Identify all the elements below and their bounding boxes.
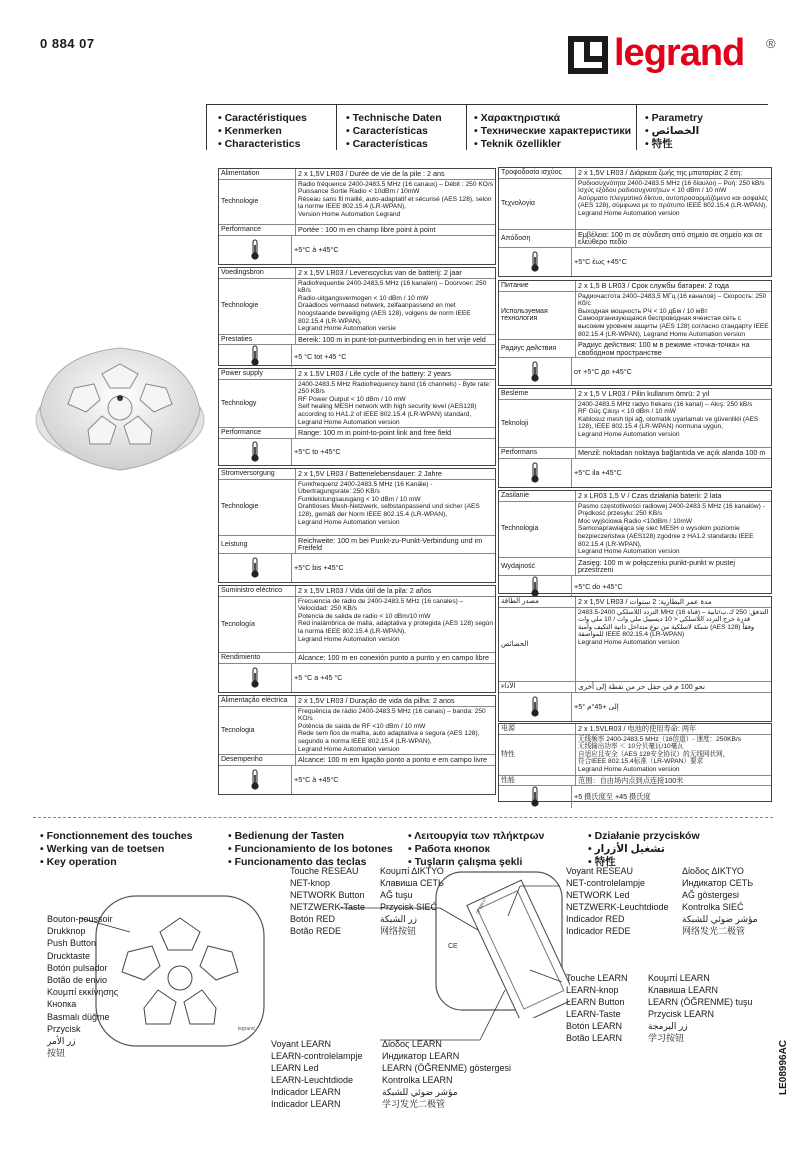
spec-label: 电源 (499, 724, 576, 734)
spec-value: 2 x 1.5V LR03 / Life cycle of the battery: 2 years (298, 369, 452, 378)
legrand-logo-icon (568, 36, 608, 74)
thermometer-icon (530, 251, 540, 273)
divider (636, 104, 637, 150)
key-label: 学习按钮 (648, 1033, 685, 1043)
thermometer-cell (219, 664, 292, 692)
spec-label: Voedingsbron (219, 268, 296, 278)
spec-label: Τροφοδοσία ισχύος (499, 168, 576, 178)
key-label: 学习发光二极管 (382, 1099, 446, 1109)
thermometer-cell (499, 693, 572, 721)
divider (336, 104, 337, 150)
spec-row (499, 340, 771, 358)
thermometer-icon (250, 667, 260, 689)
divider (206, 104, 207, 150)
spec-label: Stromversorgung (219, 469, 296, 479)
key-label: Botão LEARN (566, 1033, 623, 1043)
key-label: Bouton-poussoir (47, 914, 113, 924)
thermometer-icon (250, 239, 260, 261)
document-code: LE08996AC (778, 1039, 789, 1095)
spec-row (499, 776, 771, 787)
thermometer-cell (499, 576, 572, 598)
spec-row (499, 724, 771, 735)
spec-row (219, 707, 495, 756)
device-marking: 02 884 07 (474, 896, 488, 915)
thermometer-icon (530, 786, 540, 808)
thermometer-cell (219, 236, 292, 264)
spec-label: Performance (219, 225, 296, 235)
key-heading: • Bedienung der Tasten (228, 830, 345, 842)
key-label: Κουμπί εκκίνησης (47, 987, 119, 998)
spec-table (498, 596, 772, 722)
spec-table (218, 695, 496, 795)
spec-value: 2 x 1,5V LR03 / Vida útil de la pila: 2 años (298, 586, 432, 595)
spec-value: 2 x 1,5V LR03 / Levenscyclus van de batterij: 2 jaar (298, 268, 462, 277)
spec-value: Frecuencia de radio de 2400-2483.5 MHz (16 canales) – Velocidad: 250 KB/s Potencia de salida de radio < 10 dBm/10 mW Red inalámbrica de malla, adaptativa y protegida (AES 128) según la norma IEEE 802.15.4 (LR-WPAN), Legrand Home Automation version (298, 597, 493, 643)
key-label: زر البرمجة (648, 1021, 688, 1031)
spec-table (218, 468, 496, 583)
spec-label: مصدر الطاقة (499, 597, 576, 607)
key-label: NET-knop (290, 878, 331, 888)
key-heading: • Werking van de toetsen (40, 843, 165, 855)
spec-heading: • Caractéristiques (218, 112, 307, 124)
spec-value: 2 x 1.5VLR03 / 电池的使用寿命: 两年 (578, 724, 697, 733)
key-label: Indicador REDE (566, 926, 631, 936)
key-label: Basmalı düğme (47, 1011, 110, 1022)
temperature-range: +5°C έως +45°C (574, 257, 627, 267)
spec-row (219, 169, 495, 180)
temperature-range: +5° إلى +45°م (574, 702, 619, 712)
key-label: Przycisk (47, 1023, 81, 1034)
spec-row (499, 292, 771, 341)
spec-label: الأداء (499, 682, 576, 692)
brand-logo (568, 34, 778, 78)
key-heading: • Key operation (40, 856, 117, 868)
spec-value: Bereik: 100 m in punt-tot-puntverbinding en in het vrije veld (298, 334, 486, 344)
spec-row (219, 755, 495, 766)
spec-row (219, 268, 495, 279)
spec-temperature-row (499, 358, 771, 385)
spec-heading: • Características (346, 138, 428, 150)
key-label: LEARN (ÖĞRENME) göstergesi (382, 1063, 512, 1073)
spec-table (498, 490, 772, 594)
divider (466, 104, 467, 150)
thermometer-cell (499, 248, 572, 276)
spec-label: Prestaties (219, 335, 296, 345)
key-label: Botón pulsador (47, 962, 108, 973)
header-rule (206, 104, 768, 105)
key-label: زر الشبكة (380, 914, 417, 924)
spec-value: Ραδιοσυχνότητα 2400-2483.5 MHz (16 δίαυλοι) – Ροή: 250 kB/s Ισχύς εξόδου ραδιοσυχνοτήτων < 10 dBm / 10 mW Ασύρματο πλεγματικό δίκτυο, αυτοπροσαρμόζόμενο και ασφαλές (AES 128), σύμφωνα με το πρότυπο IEEE 802.15.4 (LR-WPAN), Legrand Home Automation version (578, 179, 768, 217)
key-label: NETZWERK-Taste (290, 902, 366, 912)
spec-row (499, 389, 771, 400)
thermometer-icon (530, 696, 540, 718)
key-label: AĞ göstergesi (682, 890, 740, 900)
spec-heading: • Parametry (645, 112, 703, 124)
key-heading: • Funcionamento das teclas (228, 856, 367, 868)
key-label: LEARN (ÖĞRENME) tuşu (648, 997, 753, 1007)
spec-heading: • Teknik özellikler (474, 138, 561, 150)
spec-row (499, 491, 771, 502)
key-heading: • Λειτουργία των πλήκτρων (408, 830, 545, 842)
thermometer-icon (250, 441, 260, 463)
spec-row (499, 448, 771, 459)
key-label: NETZWERK-Leuchtdiode (566, 902, 669, 912)
spec-row (499, 230, 771, 248)
spec-value: 2 x LR03 1,5 V / Czas działania baterii: 2 lata (578, 491, 722, 500)
key-label: NET-controlelampje (566, 878, 646, 888)
ce-mark: CE (448, 943, 458, 950)
spec-label: Alimentação eléctrica (219, 696, 296, 706)
spec-label: Power supply (219, 369, 296, 379)
spec-label: Используемая технология (499, 292, 576, 340)
spec-row (499, 281, 771, 292)
spec-label: Desempenho (219, 755, 296, 765)
key-label: Przycisk SIEĆ (380, 902, 438, 912)
spec-value: 2 x 1,5 V LR03 / Pilin kullanım ömrü: 2 yıl (578, 389, 710, 398)
key-label: Touche RESEAU (290, 866, 359, 876)
spec-label: Радиус действия (499, 340, 576, 357)
spec-table (218, 168, 496, 265)
key-heading: • Funcionamiento de los botones (228, 843, 393, 855)
spec-table (218, 368, 496, 466)
registered-mark: ® (766, 36, 776, 51)
spec-label: 性能 (499, 776, 576, 786)
key-label: Touche LEARN (566, 973, 628, 983)
spec-row (499, 168, 771, 179)
spec-label: Tecnologia (219, 707, 296, 755)
spec-label: Technologie (219, 279, 296, 334)
spec-temperature-row (219, 236, 495, 264)
spec-table (218, 267, 496, 366)
spec-label: Τεχνολογία (499, 179, 576, 229)
spec-heading: • الخصائص (645, 125, 700, 137)
key-label: LEARN-Taste (566, 1009, 621, 1019)
key-label: AĞ tuşu (380, 890, 413, 900)
spec-table (498, 723, 772, 802)
spec-label: Απόδοση (499, 230, 576, 247)
key-label: Indicador RED (566, 914, 625, 924)
spec-row (499, 735, 771, 776)
remote-control-image (30, 300, 208, 500)
spec-label: Leistung (219, 536, 296, 553)
thermometer-icon (250, 345, 260, 367)
key-label: Клавиша LEARN (648, 985, 719, 995)
spec-value: Radiofrequentie 2400-2483,5 MHz (16 kanalen) – Doorvoer: 250 kB/s Radio-uitgangsvermogen < 10 dBm / 10 mW Draadloos vermaasd netwerk, zelfaanpassend en met hoogstaande beveiliging (AES 128), volgens de norm IEEE 802.15.4 (LR-WPAN), Legrand Home Automation versie (298, 279, 487, 333)
key-label: Push Button (47, 938, 97, 949)
key-label: Voyant LEARN (271, 1039, 332, 1049)
key-heading: • Fonctionnement des touches (40, 830, 193, 842)
spec-value: Pasmo częstotliwości radiowej 2400-2483.5 MHz (16 kanałów) - Prędkość przesyłu: 250 KB/s Moc wyjściowa Radio <10dBm / 10mW Samonaprawiająca się sieć MESH o wysokim poziomie bezpieczeństwa (AES128) zgodnie z HA1.2 standardu IEEE 802.15.4 (LR-WPAN), Legrand Home Automation version (578, 502, 765, 556)
temperature-range: +5°C à +45°C (294, 775, 339, 785)
temperature-range: +5°C do +45°C (574, 582, 623, 592)
key-label: Κουμπί LEARN (648, 973, 710, 983)
spec-value: 2 x 1,5V LR03 / Διάρκεια ζωής της μπαταρίας 2 έτη: (578, 168, 743, 177)
key-label: Κουμπί ΔΙΚΤΥΟ (380, 866, 444, 876)
spec-value: Радиус действия: 100 м в режиме «точка-точка» на свободном пространстве (578, 340, 750, 357)
key-label: Индикатор LEARN (382, 1051, 460, 1061)
spec-label: الخصائص (499, 608, 576, 682)
spec-table (498, 167, 772, 277)
spec-value: 2 x 1,5V LR03 / Duração de vida da pilha: 2 anos (298, 696, 455, 705)
spec-temperature-row (499, 459, 771, 487)
key-label: Δίοδος LEARN (382, 1039, 442, 1049)
spec-value: Alcance: 100 m en conexión punto a punto y en campo libre (298, 653, 489, 663)
key-label: Botón LEARN (566, 1021, 623, 1031)
spec-value: 2 x 1,5 В LR03 / Срок службы батареи: 2 года (578, 281, 729, 290)
spec-label: Technologia (499, 502, 576, 557)
spec-value: Alcance: 100 m em ligação ponto a ponto e em campo livre (298, 755, 487, 765)
key-label: Kontrolka SIEĆ (682, 902, 744, 912)
key-label: Kontrolka LEARN (382, 1075, 453, 1085)
key-label: Drukknop (47, 926, 86, 937)
key-label: Przycisk LEARN (648, 1009, 715, 1019)
spec-table (498, 388, 772, 488)
spec-heading: • Технические характеристики (474, 125, 632, 137)
spec-heading: • Características (346, 125, 428, 137)
key-heading: • Tuşların çalışma şekli (408, 856, 523, 868)
temperature-range: +5°C bis +45°C (294, 563, 344, 573)
spec-value: 无线频率 2400-2483.5 MHz（16信道）- 速度：250KB/s 无线输出功率 ＜ 10分贝毫瓦/10毫瓦 自适应且安全（AES 128安全协议）的无线网状网， 符合IEEE 802.15.4标准（LR-WPAN）要求 Legrand Home Automation version (578, 735, 742, 773)
key-label: Индикатор СЕТЬ (682, 878, 754, 888)
spec-row (499, 597, 771, 608)
product-code: 0 884 07 (40, 36, 95, 51)
thermometer-icon (250, 769, 260, 791)
spec-row (219, 369, 495, 380)
spec-temperature-row (499, 576, 771, 598)
spec-value: Menzil: noktadan noktaya bağlantıda ve açık alanda 100 m (578, 448, 766, 458)
spec-row (499, 400, 771, 449)
spec-label: Zasilanie (499, 491, 576, 501)
spec-row (499, 179, 771, 230)
spec-row (219, 536, 495, 554)
key-label: 按钮 (47, 1048, 66, 1059)
spec-label: Wydajność (499, 558, 576, 575)
spec-value: 2 x 1,5V LR03 / Batterielebensdauer: 2 Jahre (298, 469, 442, 478)
spec-row (219, 586, 495, 597)
device-logo-text: legrand (238, 1026, 255, 1032)
spec-value: 2400-2483.5 MHz radyo frekans (16 kanal) – Akış: 250 kB/s RF Güç Çıkışı < 10 dBm / 10 mW Kablosuz mesh tipi ağ, otomatik uyarlamalı ve güvenlikli (AES 128), IEEE 802.15.4 (LR-WPAN) normuna uygun, Legrand Home Automation version (578, 400, 759, 438)
spec-row (219, 597, 495, 654)
spec-value: Радиочастота 2400–2483,5 МГц (16 каналов) – Скорость: 250 Кб/с Выходная мощность РЧ < 10 дБм / 10 мВт Самоорганизующаяся беспроводная ячеистая сеть с высоким уровнем защиты (AES 128) согласно стандарту IEEE 802.15.4 (LR-WPAN), Legrand Home Automation version (578, 292, 769, 338)
spec-heading: • Kenmerken (218, 125, 282, 137)
spec-label: Technologie (219, 480, 296, 535)
spec-value: نحو 100 م في حقل حر من نقطة إلى أخرى (578, 682, 706, 692)
spec-row (499, 558, 771, 576)
spec-value: 2 x 1,5V LR03 / مدة عمر البطارية: 2 سنوات (578, 597, 712, 606)
key-label: LEARN Button (566, 997, 625, 1007)
thermometer-cell (219, 554, 292, 582)
thermometer-icon (530, 576, 540, 598)
key-label: Кнопка (47, 999, 77, 1010)
temperature-range: +5 °C a +45 °C (294, 673, 343, 683)
spec-row (219, 225, 495, 236)
temperature-range: +5 摄氏度至 +45 摄氏度 (574, 792, 651, 802)
spec-temperature-row (499, 248, 771, 276)
thermometer-cell (499, 358, 572, 385)
spec-row (219, 380, 495, 429)
spec-row (219, 428, 495, 439)
spec-row (499, 608, 771, 683)
spec-label: Suministro eléctrico (219, 586, 296, 596)
thermometer-cell (499, 459, 572, 487)
spec-row (219, 469, 495, 480)
key-label: 网络发光二极管 (682, 926, 746, 936)
key-label: NETWORK Led (566, 890, 630, 900)
spec-label: Performans (499, 448, 576, 458)
key-label: Voyant RESEAU (566, 866, 634, 876)
key-heading: • Работа кнопок (408, 843, 490, 855)
key-label: مؤشر ضوئي للشبكة (682, 914, 758, 924)
key-label: مؤشر ضوئي للشبكة (382, 1087, 458, 1097)
spec-temperature-row (499, 693, 771, 721)
key-label: Botão REDE (290, 926, 342, 936)
spec-value: 范围：自由场内点到点连接100米 (578, 775, 684, 785)
spec-temperature-row (219, 664, 495, 692)
key-label: Botón RED (290, 914, 336, 924)
spec-value: التردد اللاسلكي 2400-2483.5 MHz (16 قناة) – التدفق: 250 ك.ب/ثانية قدرة خرج التردد اللاسلكي < 10 ديسيبل ملي وات / 10 ملي وات شبكة لاسلكية من نوع متداخل ذاتية التكيف وآمنة (AES 128) وفقاً للمواصفة IEEE 802.15.4 (LR-WPAN) Legrand Home Automation version (578, 608, 769, 646)
spec-temperature-row (219, 439, 495, 465)
spec-label: Alimentation (219, 169, 296, 179)
spec-label: Technology (219, 380, 296, 428)
spec-temperature-row (219, 554, 495, 582)
spec-value: 2 x 1,5V LR03 / Durée de vie de la pile : 2 ans (298, 169, 445, 178)
temperature-range: +5°C à +45°C (294, 245, 339, 255)
spec-heading: • Characteristics (218, 138, 301, 150)
spec-row (499, 682, 771, 693)
spec-row (219, 335, 495, 346)
spec-value: Frequência de rádio 2400-2483.5 MHz (16 canais) – banda: 250 KO/s Potência de saída de RF <10 dBm / 10 mW Rede sem fios de malha, auto adaptativa e segura (AES 128), segundo a norma IEEE 802.15.4 (LR-WPAN), Legrand Home Automation version (298, 707, 486, 753)
key-label: زر الأمر (47, 1036, 76, 1046)
temperature-range: +5°C ila +45°C (574, 468, 622, 478)
spec-temperature-row (499, 786, 771, 808)
spec-label: Питание (499, 281, 576, 291)
spec-label: Performance (219, 428, 296, 438)
key-label: LEARN-Leuchtdiode (271, 1075, 354, 1085)
spec-heading: • Χαρακτηριστικά (474, 112, 561, 124)
spec-value: 2400-2483.5 MHz Radiofrequency band (16 channels) - Byte rate: 250 KB/s RF Power Output < 10 dBm / 10 mW Self healing MESH network with high security level (AES128) according to HA1.2 of IEEE 802.15.4 (LR-WPAN) standard, Legrand Home Automation version (298, 380, 491, 426)
key-label: Drucktaste (47, 950, 91, 961)
spec-value: Zasięg: 100 m w połączeniu punkt-punkt w pustej przestrzeni (578, 557, 736, 575)
key-label: LEARN Led (271, 1063, 319, 1073)
thermometer-cell (499, 786, 572, 808)
temperature-range: +5 °C tot +45 °C (294, 351, 347, 361)
spec-temperature-row (219, 766, 495, 794)
spec-temperature-row (219, 345, 495, 367)
spec-row (219, 180, 495, 226)
thermometer-cell (219, 439, 292, 465)
key-label: Indicador LEARN (271, 1099, 341, 1109)
key-heading: • Działanie przycisków (588, 830, 700, 842)
spec-row (219, 653, 495, 664)
spec-label: Besleme (499, 389, 576, 399)
key-heading: • تشغيل الأزرار (588, 843, 665, 855)
key-label: Клавиша СЕТЬ (380, 878, 444, 888)
spec-table (498, 280, 772, 386)
spec-label: 特性 (499, 735, 576, 775)
key-label: Indicador LEARN (271, 1087, 341, 1097)
temperature-range: от +5°C до +45°C (574, 366, 632, 376)
key-label: 网络按钮 (380, 926, 417, 936)
spec-value: Reichweite: 100 m bei Punkt-zu-Punkt-Verbindung und im Freifeld (298, 535, 483, 553)
spec-value: Radio fréquence 2400-2483.5 MHz (16 canaux) – Débit : 250 KO/s Puissance Sortie Radio < 10dBm / 10mW Réseau sans fil maillé, auto-adaptatif et sécurisé (AES 128), selon la norme IEEE 802.15.4 (LR-WPAN), Version Home Automation Legrand (298, 180, 493, 218)
spec-value: Funkfrequenz 2400-2483.5 MHz (16 Kanäle) - Übertragungsrate: 250 KB/s Funkleistungsausgang < 10 dBm / 10 mW Drahtloses Mesh-Netzwerk, selbstanpassend und sicher (AES 128), gemäß der Norm IEEE 802.15.4 (LR-WPAN), Legrand Home Automation version (298, 480, 480, 526)
spec-row (499, 502, 771, 558)
spec-value: Portée : 100 m en champ libre point à point (298, 225, 436, 235)
spec-value: Range: 100 m in point-to-point link and free field (298, 428, 452, 438)
spec-label: Technologie (219, 180, 296, 225)
spec-value: Εμβέλεια: 100 m σε σύνδεση από σημείο σε σημείο και σε ελεύθερο πεδίο (578, 229, 763, 247)
spec-row (219, 480, 495, 536)
spec-row (219, 696, 495, 707)
key-label: Botão de envio (47, 975, 108, 985)
spec-label: Teknoloji (499, 400, 576, 448)
spec-label: Tecnología (219, 597, 296, 653)
spec-table (218, 585, 496, 693)
thermometer-icon (530, 361, 540, 383)
thermometer-cell (219, 345, 292, 367)
thermometer-icon (250, 557, 260, 579)
key-heading: • 特性 (588, 856, 616, 868)
spec-row (219, 279, 495, 335)
temperature-range: +5°C to +45°C (294, 447, 341, 457)
spec-heading: • 特性 (645, 138, 673, 150)
spec-label: Rendimiento (219, 653, 296, 663)
thermometer-cell (219, 766, 292, 794)
key-label: LEARN-controlelampje (271, 1051, 363, 1061)
key-label: LEARN-knop (566, 985, 619, 995)
spec-heading: • Technische Daten (346, 112, 442, 124)
key-label: NETWORK Button (290, 890, 365, 900)
section-separator (33, 817, 773, 818)
brand-name: legrand (614, 32, 745, 74)
thermometer-icon (530, 462, 540, 484)
key-label: Δίοδος ΔΙΚΤΥΟ (682, 866, 744, 876)
